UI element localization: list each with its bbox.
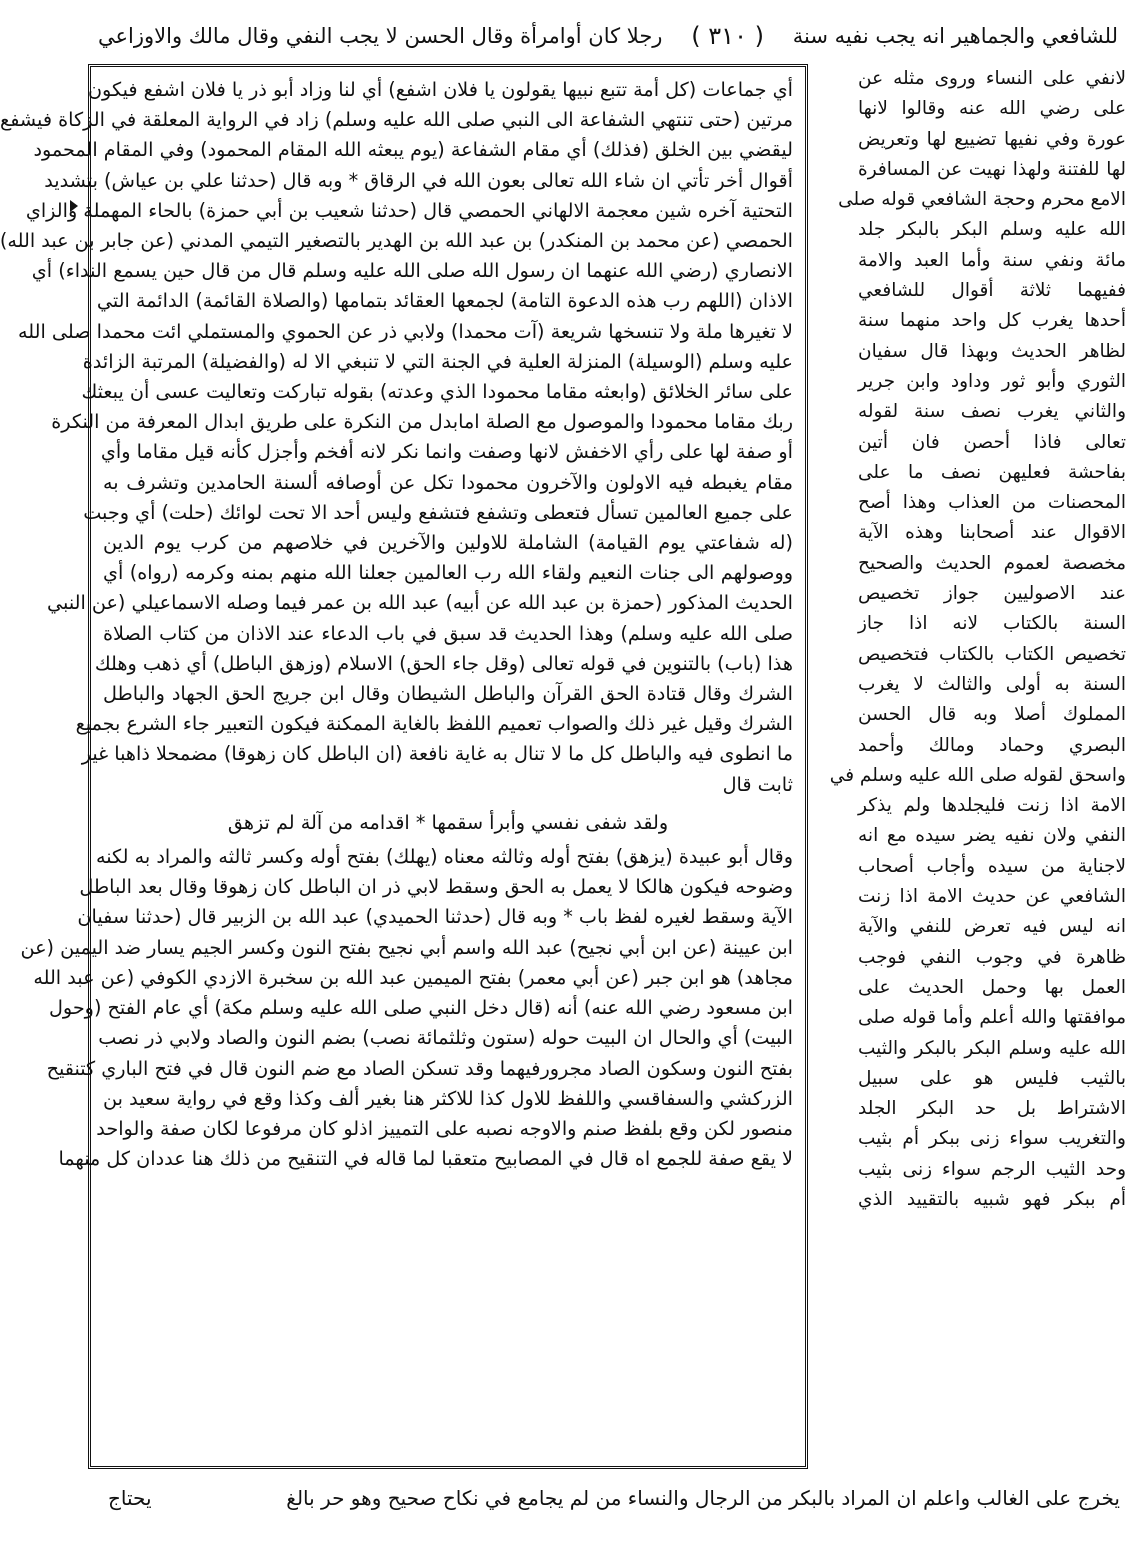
main-text-line: ثابت قال [722,772,793,796]
main-text-line: (له شفاعتي يوم القيامة) الشاملة للاولين والآخرين في خلاصهم من كرب يوم الدين [103,531,793,555]
margin-line: الاقوال عند أصحابنا وهذه الآية [858,522,1126,544]
margin-line: المحصنات من العذاب وهذا أصح [858,492,1126,514]
margin-line: أم ببكر فهو شبيه بالتقييد الذي [858,1188,1126,1210]
main-text-line: الزركشي والسفاقسي واللفظ للاول كذا للاكثر هنا بغير ألف وكذا وقع في رواية سعيد بن [103,1086,793,1110]
main-text-line: الشرك وقال قتادة الحق القرآن والباطل الشيطان وقال ابن جريج الحق الجهاد والباطل [103,682,793,706]
margin-line: والثاني يغرب نصف سنة لقوله [858,401,1126,423]
margin-line: بالثيب فليس هو على سبيل [858,1067,1126,1089]
main-text-line: وقال أبو عبيدة (يزهق) بفتح أوله وثالثه معناه (يهلك) بفتح أوله وكسر ثالثه والمراد به لكنه [95,845,793,869]
main-text-line: مرتين (حتى تنتهي الشفاعة الى النبي صلى الله عليه وسلم) زاد في الرواية المعلقة في الزكاة فيشفع [0,108,793,132]
main-text-line: مجاهد) هو ابن جبر (عن أبي معمر) بفتح الميمين عبد الله بن سخبرة الازدي الكوفي (عن عبد الله [33,965,793,989]
main-text-line: الحمصي (عن محمد بن المنكدر) بن عبد الله بن الهدير بالتصغير التيمي المدني (عن جابر بن عبد الله) [0,229,793,253]
main-text-line: الشرك وقيل غير ذلك والصواب تعميم اللفظ بالغاية الممكنة فيكون التعبير جاء الشرع بجميع [75,712,793,736]
main-text-line: على جميع العالمين تسأل فتعطى وتشفع فتشفع وليس أحد الا تحت لوائك (حلت) أي وجبت [83,500,793,524]
poetry-verse: ولقد شفى نفسي وأبرأ سقمها * اقدامه من آلة لم تزهق [227,810,669,834]
main-text-line: عليه وسلم (الوسيلة) المنزلة العلية في الجنة التي لا تنبغي الا له (والفضيلة) المرتبة الزائدة [82,349,793,373]
margin-line: السنة به أولى والثالث لا يغرب [858,673,1126,695]
margin-line: الشافعي عن حديث الامة اذا زنت [858,886,1126,908]
page-header [98,14,1118,58]
footer-text: يخرج على الغالب واعلم ان المراد بالبكر من الرجال والنساء من لم يجامع في نكاح صحيح وهو حر بالغ [286,1486,1120,1510]
margin-line: تعالى فاذا أحصن فان أتين [858,431,1126,453]
main-text-line: ووصولهم الى جنات النعيم ولقاء الله رب العالمين جعلنا الله منهم بمنه وكرمه (رواه) أي [103,561,793,585]
margin-line: عورة وفي نفيها تضييع لها وتعريض [858,128,1126,150]
margin-line: البصري وحماد ومالك وأحمد [858,734,1126,756]
main-text-line: الحديث المذكور (حمزة بن عبد الله عن أبيه) عبد الله بن عمر فيما وصله الاسماعيلي (عن النبي [47,591,793,615]
margin-line: لها للفتنة ولهذا نهيت عن المسافرة [858,158,1126,180]
page-footer [108,1478,1120,1518]
margin-line: انه ليس فيه تعرض للنفي والآية [858,916,1126,938]
main-text-line: البيت) أي والحال ان البيت حوله (ستون وثلثمائة نصب) بضم النون والصاد ولابي ذر نصب [98,1026,793,1050]
main-text-line: منصور لكن وقع بلفظ صنم والاوجه نصبه على التمييز اذلو كان مرفوعا لكان صفة والواحد [96,1116,793,1140]
main-text-line: مقام يغبطه فيه الاولون والآخرون محمودا تكل عن أوصافه ألسنة الحامدين وتشرف به [103,470,793,494]
margin-line: الاشتراط بل حد البكر الجلد [858,1098,1126,1120]
margin-line: الله عليه وسلم البكر بالبكر والثيب [858,1037,1126,1059]
margin-line: لاجناية من سيده وأجاب أصحاب [858,855,1126,877]
margin-line: ففيهما ثلاثة أقوال للشافعي [858,280,1126,302]
margin-line: الامع محرم وحجة الشافعي قوله صلى [838,189,1126,211]
main-text-line: هذا (باب) بالتنوين في قوله تعالى (وقل جاء الحق) الاسلام (وزهق الباطل) أي ذهب وهلك [94,651,793,675]
margin-line: على رضي الله عنه وقالوا لانها [858,98,1126,120]
margin-commentary-column [829,64,1126,1469]
main-text-line: ربك مقاما محمودا والموصول مع الصلة امابدل من النكرة على طريق ابدال المعرفة من النكرة [51,410,793,434]
main-text-line: ما انطوى فيه والباطل كل ما لا تنال به غاية نافعة (ان الباطل كان زهوقا) مضمحلا ذاهبا غير [81,742,793,766]
main-text-line: الاذان (اللهم رب هذه الدعوة التامة) لجمعها العقائد بتمامها (والصلاة القائمة) الدائمة التي [96,289,793,313]
main-text-line: ليقضي بين الخلق (فذلك) أي مقام الشفاعة (يوم يبعثه الله المقام المحمود) وفي المقام المحمود [33,138,793,162]
margin-line: بفاحشة فعليهن نصف ما على [858,461,1126,483]
header-margin-running-text: للشافعي والجماهير انه يجب نفيه سنة [792,24,1118,48]
main-text-line: بفتح النون وسكون الصاد مجرورفيهما وقد تسكن الصاد مع ضم النون قال في فتح الباري كتنقيح [46,1056,793,1080]
margin-line: موافقتها والله أعلم وأما قوله صلى [858,1007,1126,1029]
main-text-line: الآية وسقط لغيره لفظ باب * وبه قال (حدثنا الحميدي) عبد الله بن الزبير قال (حدثنا سفيان [77,905,793,929]
header-running-text: رجلا كان أوامرأة وقال الحسن لا يجب النفي وقال مالك والاوزاعي [98,24,663,48]
main-text-line: ابن عيينة (عن ابن أبي نجيح) عبد الله واسم أبي نجيح بفتح النون وكسر الجيم يسار ضد اليمين (عن [20,935,793,959]
main-text-line: على سائر الخلائق (وابعثه مقاما محمودا الذي وعدته) بقوله تباركت وتعاليت عسى أن يبعثك [81,380,793,404]
page-number: ( ٣١٠ ) [691,22,764,50]
margin-line: الله عليه وسلم البكر بالبكر جلد [858,219,1126,241]
main-text-line: لا يقع صفة للجمع اه قال في المصابيح متعقبا لما قاله في التنقيح من ذلك هنا عددان كل منهما [58,1147,793,1171]
main-text-line: لا تغيرها ملة ولا تنسخها شريعة (آت محمدا) ولابي ذر عن الحموي والمستملي ائت محمدا صلى الله [18,319,793,343]
margin-line: المملوك أصلا وبه قال الحسن [858,704,1126,726]
margin-line: أحدها يغرب كل واحد منهما سنة [858,310,1126,332]
main-text-line: الانصاري (رضي الله عنهما ان رسول الله صلى الله عليه وسلم قال من قال حين يسمع النداء) أي [31,259,793,283]
footer-catchword: يحتاج [108,1486,152,1510]
main-text-line: التحتية آخره شين معجمة الالهاني الحمصي قال (حدثنا شعيب بن أبي حمزة) بالحاء المهملة والزاي [25,198,793,222]
margin-line: العمل بها وحمل الحديث على [858,976,1126,998]
margin-line: الامة اذا زنت فليجلدها ولم يذكر [858,795,1126,817]
main-text-line: أي جماعات (كل أمة تتبع نبيها يقولون يا فلان اشفع) أي لنا وزاد أبو ذر يا فلان اشفع فيكون [87,78,793,101]
margin-line: ظاهرة في وجوب النفي فوجب [858,946,1126,968]
margin-line: عند الاصوليين جواز تخصيص [858,583,1126,605]
margin-line: النفي ولان نفيه يضر سيده مع انه [858,825,1126,847]
margin-line: مائة ونفي سنة وأما العبد والامة [858,249,1126,271]
margin-line: مخصصة لعموم الحديث والصحيح [858,552,1126,574]
margin-line: وحد الثيب الرجم سواء زنى بثيب [858,1158,1126,1180]
margin-line: واسحق لقوله صلى الله عليه وسلم في [829,764,1126,786]
margin-line: تخصيص الكتاب بالكتاب فتخصيص [858,643,1126,665]
margin-line: والتغريب سواء زنى ببكر أم بثيب [858,1128,1126,1150]
main-text-frame [0,64,808,1469]
main-text-line: أقوال أخر تأتي ان شاء الله تعالى بعون الله في الرقاق * وبه قال (حدثنا علي بن عياش) بتشديد [44,168,793,192]
margin-line: السنة بالكتاب لانه اذا جاز [858,613,1126,635]
main-text-line: ابن مسعود رضي الله عنه) أنه (قال دخل النبي صلى الله عليه وسلم مكة) أي عام الفتح (وحول [48,996,793,1020]
margin-line: لظاهر الحديث وبهذا قال سفيان [858,340,1126,362]
main-text-line: وضوحه فيكون هالكا لا يعمل به الحق وسقط لابي ذر ان الباطل كان زهوقا وقال بعد الباطل [79,875,793,899]
main-text-line: صلى الله عليه وسلم) وهذا الحديث قد سبق في باب الدعاء عند الاذان من كتاب الصلاة [103,621,793,645]
margin-line: لانفي على النساء وروى مثله عن [858,68,1126,89]
margin-line: الثوري وأبو ثور وداود وابن جرير [858,370,1126,392]
main-text-line: أو صفة لها على رأي الاخفش لانها وصفت وانما نكر لانه أفخم وأجزل كأنه قيل مقاما وأي [100,440,793,464]
